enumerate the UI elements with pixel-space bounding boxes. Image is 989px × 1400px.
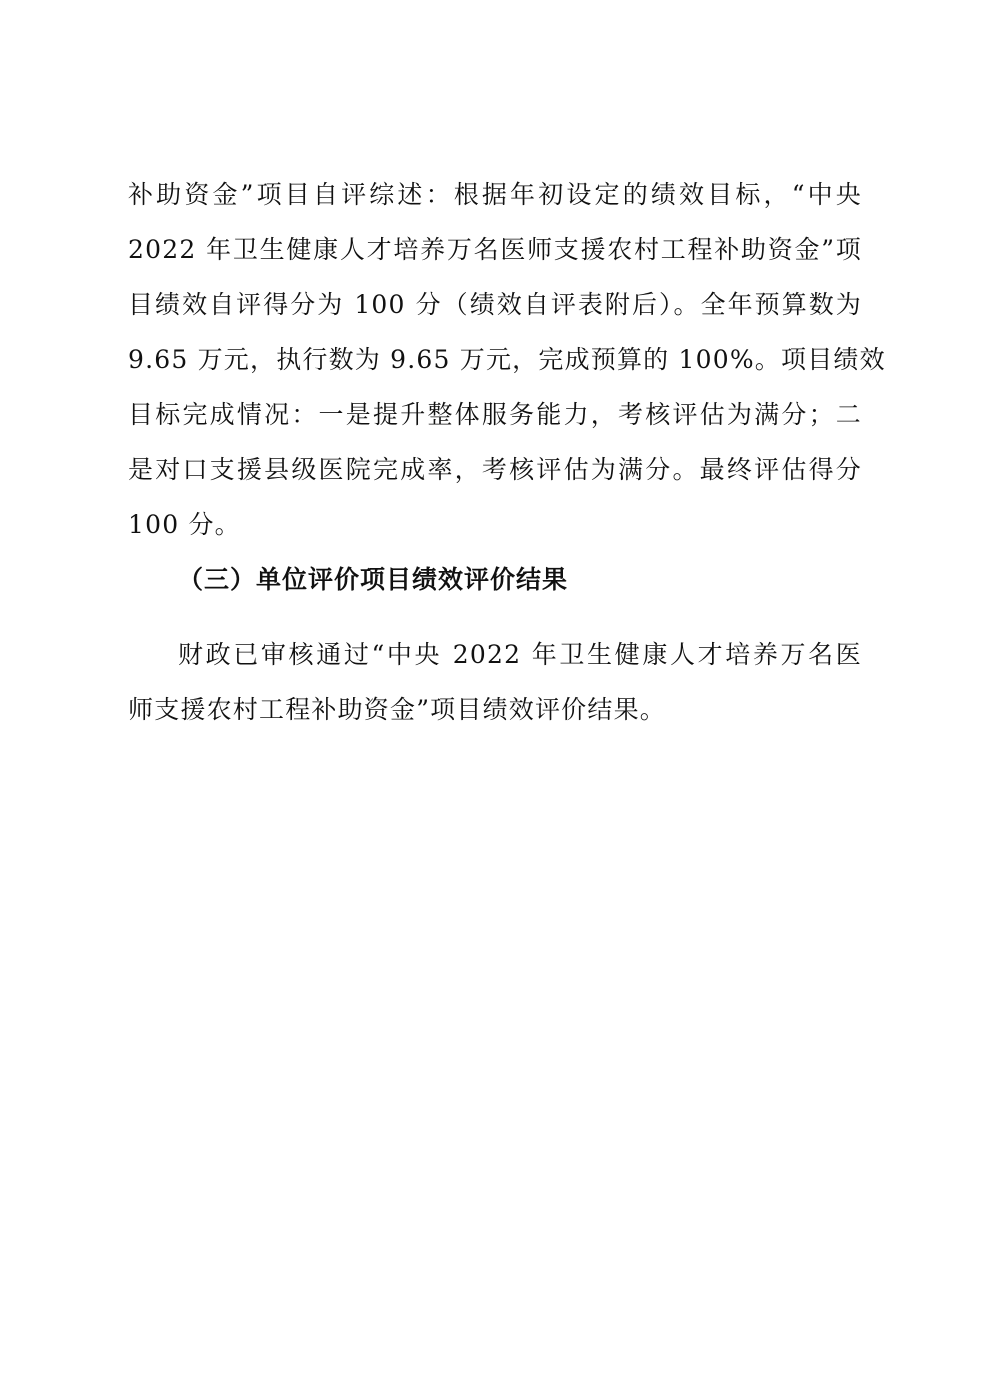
paragraph-line: 是对口支援县级医院完成率，考核评估为满分。最终评估得分 [128,455,862,484]
paragraph-line: 100 分。 [128,510,241,539]
paragraph-line: 财政已审核通过“中央 2022 年卫生健康人才培养万名医 [178,640,862,669]
section-heading: （三）单位评价项目绩效评价结果 [178,565,569,594]
paragraph-line: 9.65 万元，执行数为 9.65 万元，完成预算的 100%。项目绩效 [128,345,886,374]
paragraph-line: 目绩效自评得分为 100 分（绩效自评表附后）。全年预算数为 [128,290,862,319]
paragraph-line: 2022 年卫生健康人才培养万名医师支援农村工程补助资金”项 [128,235,862,264]
paragraph-line: 目标完成情况：一是提升整体服务能力，考核评估为满分；二 [128,400,862,429]
paragraph-line: 补助资金”项目自评综述：根据年初设定的绩效目标，“中央 [128,180,862,209]
paragraph-line: 师支援农村工程补助资金”项目绩效评价结果。 [128,695,666,724]
